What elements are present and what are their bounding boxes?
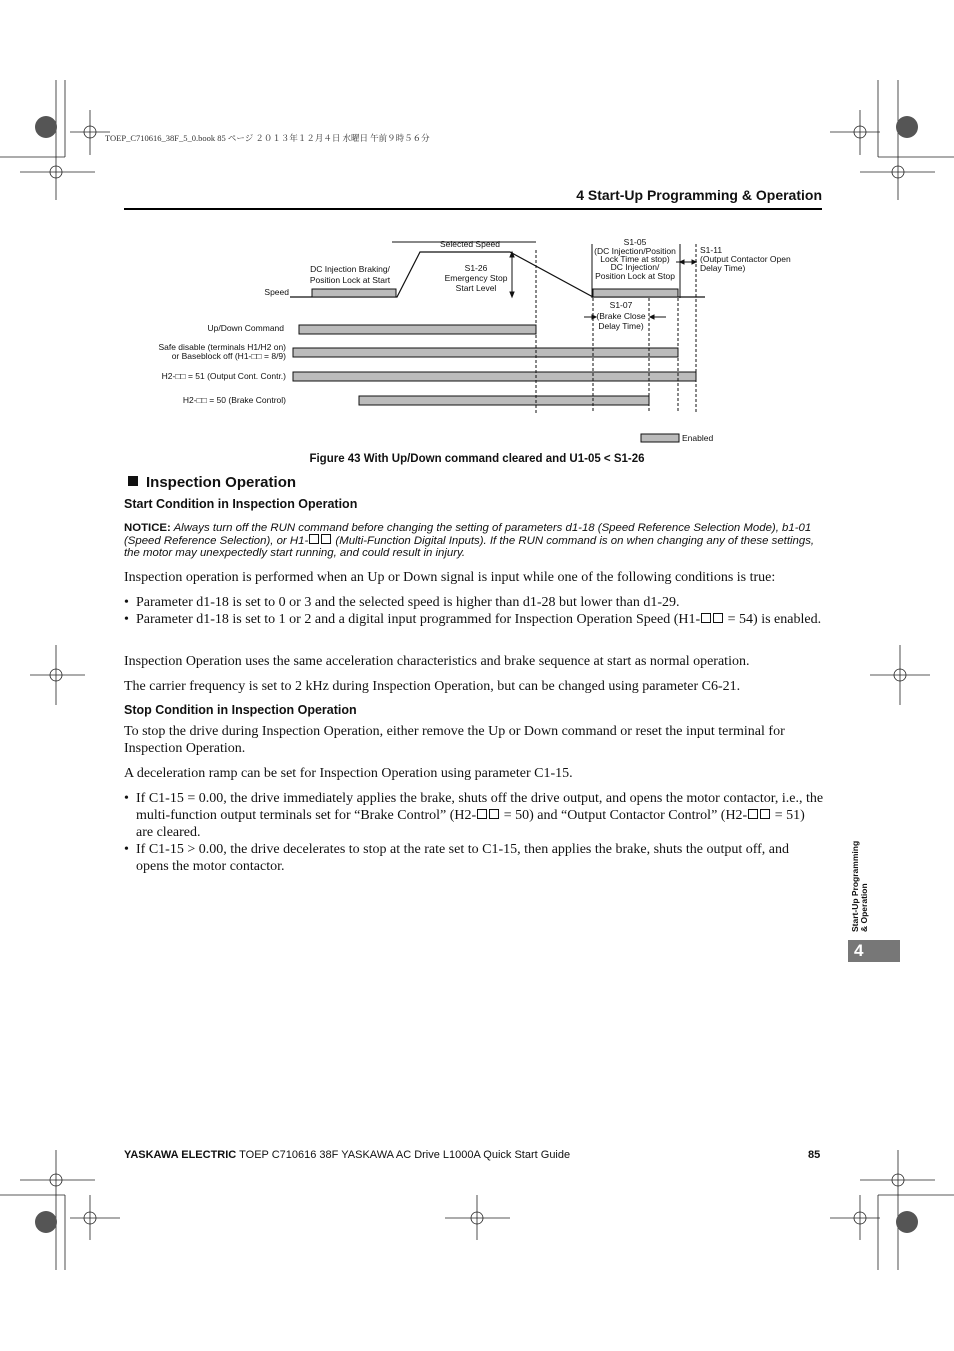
label-s1-07: S1-07 [609, 300, 633, 310]
svg-text:Lock Time at stop): Lock Time at stop) [600, 254, 670, 264]
svg-text:(Output Contactor Open: (Output Contactor Open [700, 254, 791, 264]
svg-text:or Baseblock off (H1-□□ = 8/9): or Baseblock off (H1-□□ = 8/9) [171, 351, 286, 361]
footer: YASKAWA ELECTRIC TOEP C710616 38F YASKAWA AC Drive L1000A Quick Start Guide [124, 1149, 571, 1161]
paragraph: To stop the drive during Inspection Operation, either remove the Up or Down command or reset the input terminal for Inspection Operation. [124, 724, 785, 756]
svg-text:& Operation: & Operation [859, 883, 869, 932]
header-rule [124, 208, 822, 210]
svg-text:Start-Up Programming: Start-Up Programming [850, 840, 860, 932]
figure-caption: Figure 43 With Up/Down command cleared and U1-05 < S1-26 [309, 453, 645, 465]
label-h2-50: H2-□□ = 50 (Brake Control) [182, 395, 286, 405]
svg-text:Start Level: Start Level [455, 283, 497, 293]
svg-text:(DC Injection/Position: (DC Injection/Position [594, 246, 676, 256]
svg-text:Delay Time): Delay Time) [700, 263, 746, 273]
label-enabled: Enabled [682, 433, 714, 443]
notice-text: NOTICE: Always turn off the RUN command before changing the setting of parameters d1-18 (Speed Reference Selection Mode), b1-01 (Speed Reference Selection), or H1- (Multi-Function Digital Inputs). If the RUN command is on when changing any of these settings, the motor may unexpectedly start running, and could result in injury. [124, 522, 815, 560]
svg-text:Delay Time): Delay Time) [598, 321, 644, 331]
side-tab-label [840, 820, 870, 935]
chapter-header: 4 Start-Up Programming & Operation [576, 187, 822, 203]
list-item: • If C1-15 = 0.00, the drive immediately applies the brake, shuts off the drive output, and opens the motor contactor, i.e., the multi-function output terminals set for “Brake Control” (H2- = 50) and “Output Contactor Control” (H2- = 51) are cleared. [124, 790, 824, 841]
start-condition-heading: Start Condition in Inspection Operation [124, 497, 358, 511]
condition-list [124, 594, 824, 628]
svg-text:DC Injection/: DC Injection/ [610, 262, 660, 272]
svg-text:Position Lock at Start: Position Lock at Start [309, 275, 391, 285]
label-safe-disable: Safe disable (terminals H1/H2 on) [158, 342, 286, 352]
label-speed: Speed [264, 287, 289, 297]
label-s1-11: S1-11 [700, 245, 723, 255]
label-h2-51: H2-□□ = 51 (Output Cont. Contr.) [161, 371, 286, 381]
list-item: • Parameter d1-18 is set to 1 or 2 and a digital input programmed for Inspection Operation Speed (H1- = 54) is enabled. [124, 611, 824, 628]
label-s1-05: S1-05 [623, 237, 647, 247]
svg-text:Position Lock at Stop: Position Lock at Stop [595, 271, 675, 281]
list-item: • Parameter d1-18 is set to 0 or 3 and the selected speed is higher than d1-28 but lower than d1-29. [124, 594, 824, 611]
list-item: • If C1-15 > 0.00, the drive decelerates to stop at the rate set to C1-15, then applies the brake, shuts the output off, and opens the motor contactor. [124, 841, 824, 875]
label-dc-start: DC Injection Braking/ [310, 264, 390, 274]
section-title: Inspection Operation [128, 474, 296, 491]
timing-diagram [0, 230, 954, 450]
svg-text:(Brake Close: (Brake Close [596, 311, 646, 321]
paragraph: Inspection Operation uses the same acceleration characteristics and brake sequence at start as normal operation. [124, 654, 750, 669]
label-selected-speed: Selected Speed [439, 239, 501, 249]
page-number: 85 [808, 1149, 821, 1161]
chapter-tab: 4 [848, 940, 900, 962]
print-metadata: TOEP_C710616_38F_5_0.book 85 ページ ２０１３年１２月４日 水曜日 午前９時５６分 [105, 133, 430, 143]
paragraph: A deceleration ramp can be set for Inspection Operation using parameter C1-15. [124, 766, 573, 781]
label-updown-command: Up/Down Command [207, 323, 284, 333]
svg-text:Emergency Stop: Emergency Stop [444, 273, 508, 283]
stop-list [124, 790, 824, 875]
stop-condition-heading: Stop Condition in Inspection Operation [124, 703, 357, 717]
paragraph: The carrier frequency is set to 2 kHz during Inspection Operation, but can be changed using parameter C6-21. [124, 679, 741, 694]
square-bullet-icon [128, 476, 138, 486]
label-s1-26: S1-26 [464, 263, 488, 273]
paragraph: Inspection operation is performed when an Up or Down signal is input while one of the following conditions is true: [124, 570, 776, 585]
